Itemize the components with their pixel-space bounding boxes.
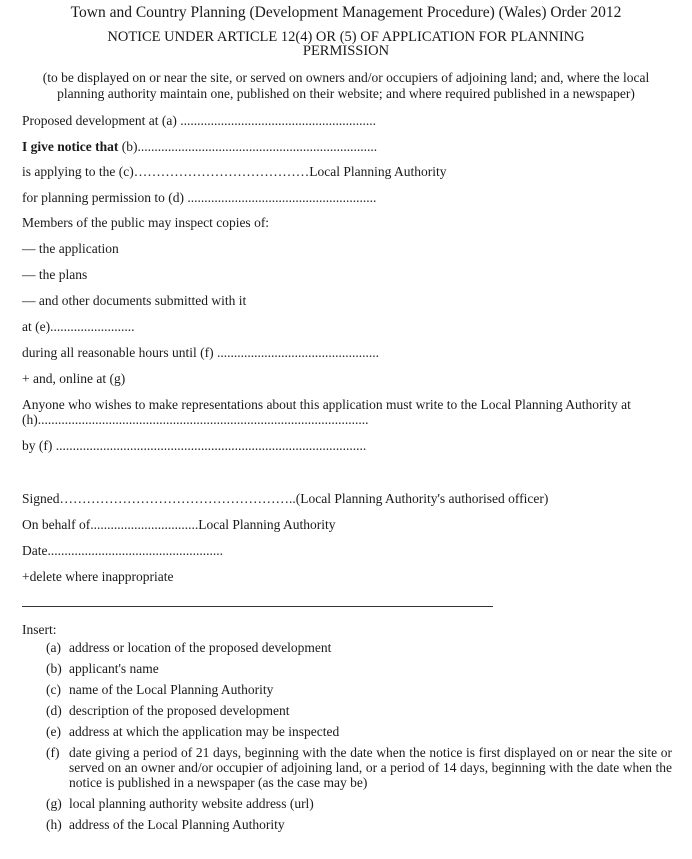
on-behalf-line: On behalf of................................Local Planning Authority <box>22 517 336 532</box>
delete-note: +delete where inappropriate <box>22 569 174 584</box>
note-key: (a) <box>46 640 61 655</box>
deadline-line: by (f) ............................................................................................ <box>22 438 367 453</box>
note-item <box>46 703 672 718</box>
note-key: (f) <box>46 745 60 760</box>
display-instructions: (to be displayed on or near the site, or served on owners and/or occupiers of adjoining land; and, where the local planning authority maintain one, published on their website; and where required published in a newspaper) <box>42 70 650 101</box>
note-key: (g) <box>46 796 62 811</box>
note-key: (h) <box>46 817 62 832</box>
item-plans: — the plans <box>22 267 88 282</box>
note-text: local planning authority website address (url) <box>69 796 314 811</box>
give-notice-lead: I give notice that <box>22 139 119 154</box>
date-line: Date.................................................... <box>22 543 223 558</box>
permission-line: for planning permission to (d) ........................................................ <box>22 190 377 205</box>
note-item <box>46 661 672 676</box>
note-text: date giving a period of 21 days, beginning with the date when the notice is first displayed on or near the site or served on an owner and/or occupier of adjoining land, or a period of 14 days, beginning with the date when the notice is published in a newspaper (as the case may be) <box>69 745 672 790</box>
inspection-address-line: at (e)......................... <box>22 319 135 334</box>
order-title: Town and Country Planning (Development Management Procedure) (Wales) Order 2012 <box>70 4 622 21</box>
give-notice-line <box>22 139 377 155</box>
item-other-documents: — and other documents submitted with it <box>22 293 247 308</box>
applicant-blank: (b)....................................................................... <box>118 139 378 154</box>
note-item <box>46 817 672 832</box>
inspect-copies-line: Members of the public may inspect copies of: <box>22 215 270 230</box>
proposed-development-line: Proposed development at (a) .......................................................... <box>22 113 376 128</box>
online-line: + and, online at (g) <box>22 371 126 386</box>
representations-line: Anyone who wishes to make representations about this application must write to the Local Planning Authority at (h).................................................................................................. <box>22 397 631 427</box>
note-item <box>46 724 672 739</box>
insert-label: Insert: <box>22 622 57 637</box>
note-key: (b) <box>46 661 62 676</box>
notice-heading: NOTICE UNDER ARTICLE 12(4) OR (5) OF APPLICATION FOR PLANNING PERMISSION <box>107 29 585 59</box>
item-application: — the application <box>22 241 119 256</box>
note-key: (c) <box>46 682 61 697</box>
signed-line: Signed……………………………………………..(Local Planning Authority's authorised officer) <box>22 491 549 506</box>
note-item <box>46 682 672 697</box>
note-text: address of the Local Planning Authority <box>69 817 285 832</box>
note-text: description of the proposed development <box>69 703 290 718</box>
note-item <box>46 640 672 655</box>
note-text: name of the Local Planning Authority <box>69 682 274 697</box>
note-item <box>46 796 672 811</box>
note-key: (d) <box>46 703 62 718</box>
note-key: (e) <box>46 724 61 739</box>
applying-to-line: is applying to the (c)…………………………………Local Planning Authority <box>22 164 447 179</box>
note-text: address or location of the proposed development <box>69 640 332 655</box>
reasonable-hours-line: during all reasonable hours until (f) ................................................ <box>22 345 379 360</box>
note-text: address at which the application may be inspected <box>69 724 340 739</box>
note-text: applicant's name <box>69 661 159 676</box>
note-item <box>46 745 672 790</box>
insert-notes-list <box>46 640 672 838</box>
divider <box>22 606 493 607</box>
